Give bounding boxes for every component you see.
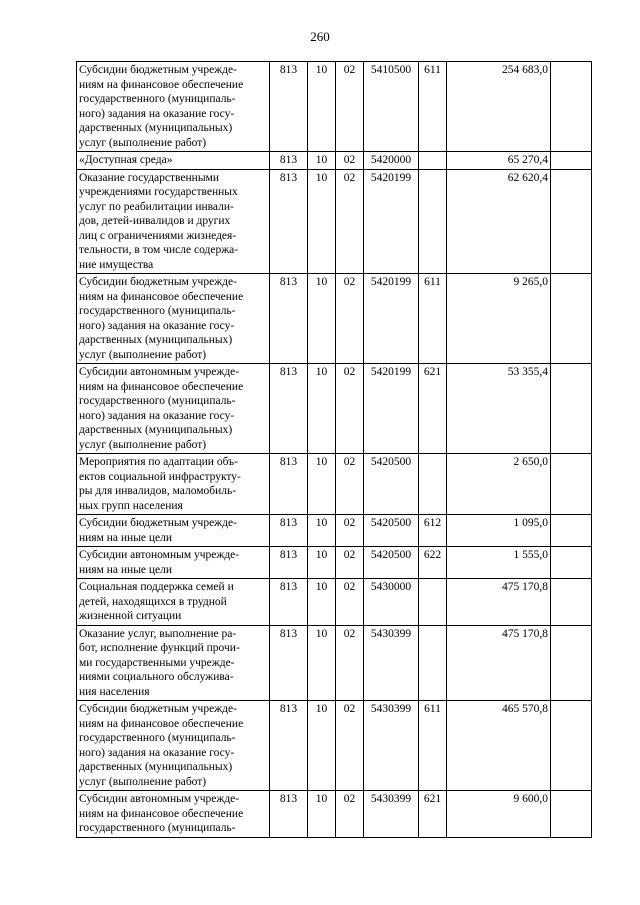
subsection-code-cell: 02: [336, 515, 364, 547]
ministry-code-cell: 813: [270, 791, 308, 838]
extra-cell: [551, 62, 592, 152]
page-number: 260: [310, 29, 330, 44]
target-article-cell: 5420000: [364, 152, 419, 170]
extra-cell: [551, 454, 592, 515]
row-name-cell: Субсидии бюджетным учрежде- ниям на финансовое обеспечение государственного (муниципаль- ного) задания на оказание госу- дарственных (муниципальных) услуг (выполнение работ): [77, 62, 270, 152]
amount-cell: 65 270,4: [447, 152, 551, 170]
target-article-cell: 5410500: [364, 62, 419, 152]
amount-cell: 53 355,4: [447, 364, 551, 454]
ministry-code-cell: 813: [270, 169, 308, 274]
table-row: [77, 701, 592, 791]
table-row: [77, 364, 592, 454]
row-name-cell: Оказание государственными учреждениями государственных услуг по реабилитации инвали- дов, детей-инвалидов и других лиц с ограничениями жизнедея- тельности, в том числе содержа- ние имущества: [77, 169, 270, 274]
section-code-cell: 10: [308, 169, 336, 274]
extra-cell: [551, 625, 592, 701]
subsection-code-cell: 02: [336, 364, 364, 454]
amount-cell: 475 170,8: [447, 579, 551, 626]
table-row: [77, 515, 592, 547]
ministry-code-cell: 813: [270, 454, 308, 515]
amount-cell: 9 600,0: [447, 791, 551, 838]
amount-cell: 1 095,0: [447, 515, 551, 547]
table-row: [77, 169, 592, 274]
amount-cell: 62 620,4: [447, 169, 551, 274]
expense-type-cell: [419, 625, 447, 701]
table-row: [77, 625, 592, 701]
section-code-cell: 10: [308, 364, 336, 454]
section-code-cell: 10: [308, 579, 336, 626]
ministry-code-cell: 813: [270, 515, 308, 547]
extra-cell: [551, 701, 592, 791]
row-name-cell: «Доступная среда»: [77, 152, 270, 170]
extra-cell: [551, 274, 592, 364]
amount-cell: 465 570,8: [447, 701, 551, 791]
extra-cell: [551, 547, 592, 579]
section-code-cell: 10: [308, 625, 336, 701]
expense-type-cell: 611: [419, 274, 447, 364]
extra-cell: [551, 515, 592, 547]
target-article-cell: 5430399: [364, 701, 419, 791]
target-article-cell: 5420199: [364, 274, 419, 364]
amount-cell: 1 555,0: [447, 547, 551, 579]
section-code-cell: 10: [308, 547, 336, 579]
subsection-code-cell: 02: [336, 579, 364, 626]
table-row: [77, 547, 592, 579]
table-row: [77, 454, 592, 515]
extra-cell: [551, 152, 592, 170]
target-article-cell: 5420500: [364, 515, 419, 547]
amount-cell: 2 650,0: [447, 454, 551, 515]
expense-type-cell: 621: [419, 364, 447, 454]
target-article-cell: 5420500: [364, 547, 419, 579]
expense-type-cell: [419, 152, 447, 170]
table-row: [77, 579, 592, 626]
expense-type-cell: 611: [419, 701, 447, 791]
ministry-code-cell: 813: [270, 625, 308, 701]
section-code-cell: 10: [308, 701, 336, 791]
expense-type-cell: 622: [419, 547, 447, 579]
target-article-cell: 5430399: [364, 625, 419, 701]
row-name-cell: Оказание услуг, выполнение ра- бот, исполнение функций прочи- ми государственными учрежде- ниями социального обслужива- ния населения: [77, 625, 270, 701]
target-article-cell: 5420199: [364, 169, 419, 274]
extra-cell: [551, 364, 592, 454]
subsection-code-cell: 02: [336, 625, 364, 701]
extra-cell: [551, 169, 592, 274]
section-code-cell: 10: [308, 274, 336, 364]
section-code-cell: 10: [308, 515, 336, 547]
expense-type-cell: 611: [419, 62, 447, 152]
target-article-cell: 5420500: [364, 454, 419, 515]
ministry-code-cell: 813: [270, 701, 308, 791]
ministry-code-cell: 813: [270, 274, 308, 364]
expense-type-cell: [419, 579, 447, 626]
expense-type-cell: [419, 169, 447, 274]
extra-cell: [551, 579, 592, 626]
subsection-code-cell: 02: [336, 701, 364, 791]
subsection-code-cell: 02: [336, 454, 364, 515]
section-code-cell: 10: [308, 454, 336, 515]
subsection-code-cell: 02: [336, 791, 364, 838]
row-name-cell: Социальная поддержка семей и детей, находящихся в трудной жизненной ситуации: [77, 579, 270, 626]
amount-cell: 254 683,0: [447, 62, 551, 152]
ministry-code-cell: 813: [270, 547, 308, 579]
expense-type-cell: 612: [419, 515, 447, 547]
subsection-code-cell: 02: [336, 169, 364, 274]
row-name-cell: Мероприятия по адаптации объ- ектов социальной инфраструкту- ры для инвалидов, маломобиль- ных групп населения: [77, 454, 270, 515]
expense-type-cell: [419, 454, 447, 515]
ministry-code-cell: 813: [270, 579, 308, 626]
section-code-cell: 10: [308, 62, 336, 152]
subsection-code-cell: 02: [336, 62, 364, 152]
table-row: [77, 791, 592, 838]
table-row: [77, 274, 592, 364]
row-name-cell: Субсидии автономным учрежде- ниям на финансовое обеспечение государственного (муниципаль-: [77, 791, 270, 838]
row-name-cell: Субсидии автономным учрежде- ниям на иные цели: [77, 547, 270, 579]
section-code-cell: 10: [308, 152, 336, 170]
row-name-cell: Субсидии бюджетным учрежде- ниям на финансовое обеспечение государственного (муниципаль- ного) задания на оказание госу- дарственных (муниципальных) услуг (выполнение работ): [77, 701, 270, 791]
amount-cell: 9 265,0: [447, 274, 551, 364]
ministry-code-cell: 813: [270, 62, 308, 152]
subsection-code-cell: 02: [336, 547, 364, 579]
extra-cell: [551, 791, 592, 838]
table-row: [77, 152, 592, 170]
subsection-code-cell: 02: [336, 152, 364, 170]
subsection-code-cell: 02: [336, 274, 364, 364]
row-name-cell: Субсидии бюджетным учрежде- ниям на иные цели: [77, 515, 270, 547]
target-article-cell: 5430000: [364, 579, 419, 626]
expense-type-cell: 621: [419, 791, 447, 838]
section-code-cell: 10: [308, 791, 336, 838]
target-article-cell: 5430399: [364, 791, 419, 838]
table-body: [77, 62, 592, 838]
row-name-cell: Субсидии автономным учрежде- ниям на финансовое обеспечение государственного (муниципаль- ного) задания на оказание госу- дарственных (муниципальных) услуг (выполнение работ): [77, 364, 270, 454]
ministry-code-cell: 813: [270, 152, 308, 170]
table-row: [77, 62, 592, 152]
target-article-cell: 5420199: [364, 364, 419, 454]
row-name-cell: Субсидии бюджетным учрежде- ниям на финансовое обеспечение государственного (муниципаль- ного) задания на оказание госу- дарственных (муниципальных) услуг (выполнение работ): [77, 274, 270, 364]
amount-cell: 475 170,8: [447, 625, 551, 701]
ministry-code-cell: 813: [270, 364, 308, 454]
budget-table: [76, 61, 592, 838]
